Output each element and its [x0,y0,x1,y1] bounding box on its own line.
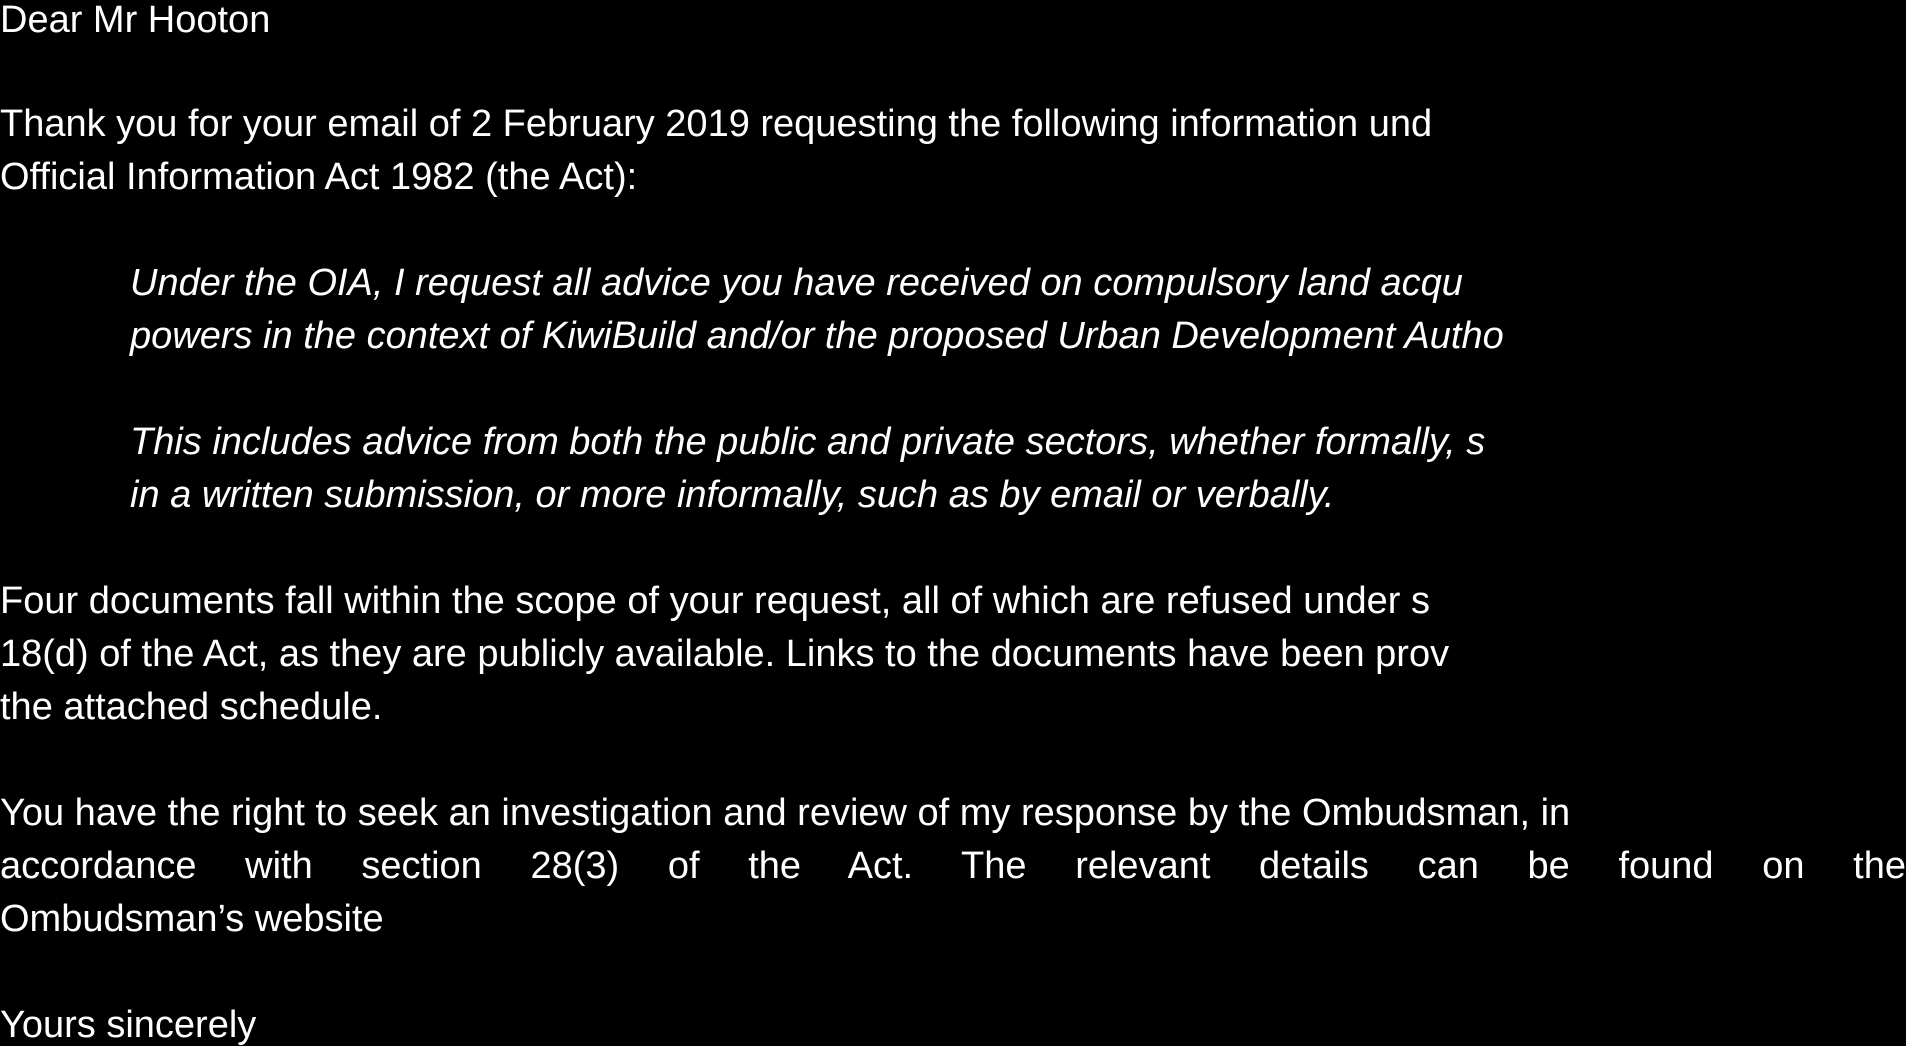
paragraph-2-line-2: 18(d) of the Act, as they are publicly available. Links to the documents have been prov [0,633,1450,675]
paragraph-3-line-1: You have the right to seek an investigation and review of my response by the Ombudsman, in [0,792,1571,834]
paragraph-2-line-1: Four documents fall within the scope of your request, all of which are refused under s [0,580,1430,622]
closing: Yours sincerely [0,1004,257,1046]
paragraph-1-line-1: Thank you for your email of 2 February 2019 requesting the following information und [0,103,1433,145]
quote-1-line-1: Under the OIA, I request all advice you have received on compulsory land acqu [130,262,1463,304]
paragraph-3-line-2: accordance with section 28(3) of the Act. The relevant details can be found on the [0,845,1906,887]
salutation: Dear Mr Hooton [0,0,271,41]
paragraph-3-line-3: Ombudsman’s website [0,898,384,940]
quote-1-line-2: powers in the context of KiwiBuild and/or the proposed Urban Development Autho [130,315,1504,357]
paragraph-2-line-3: the attached schedule. [0,686,383,728]
paragraph-1-line-2: Official Information Act 1982 (the Act): [0,156,638,198]
quote-2-line-2: in a written submission, or more informally, such as by email or verbally. [130,474,1335,516]
quote-2-line-1: This includes advice from both the public and private sectors, whether formally, s [130,421,1486,463]
